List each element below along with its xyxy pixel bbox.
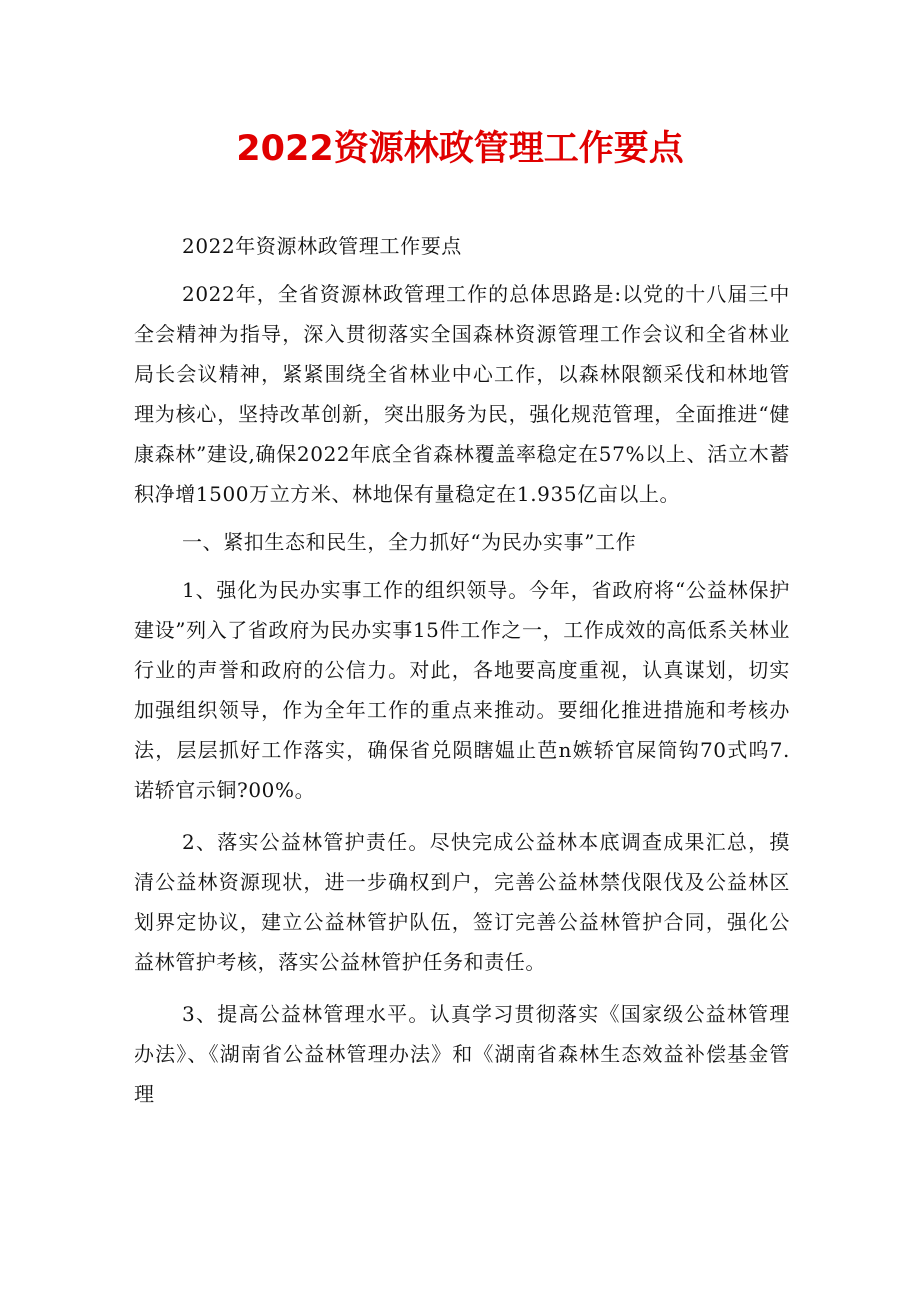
section-heading-1: 一、紧扣生态和民生，全力抓好“为民办实事”工作 [182, 530, 637, 554]
subtitle-paragraph: 2022年资源林政管理工作要点 [182, 234, 462, 258]
body-paragraph-item-2: 2、落实公益林管护责任。尽快完成公益林本底调查成果汇总，摸清公益林资源现状，进一步确权到户，完善公益林禁伐限伐及公益林区划界定协议，建立公益林管护队伍，签订完善公益林管护合同，强化公益林管护考核，落实公益林管护任务和责任。 [134, 830, 790, 974]
body-paragraph-overview: 2022年，全省资源林政管理工作的总体思路是:以党的十八届三中全会精神为指导，深入贯彻落实全国森林资源管理工作会议和全省林业局长会议精神，紧紧围绕全省林业中心工作，以森林限额采伐和林地管理为核心，坚持改革创新，突出服务为民，强化规范管理，全面推进“健康森林”建设,确保2022年底全省森林覆盖率稳定在57%以上、活立木蓄积净增1500万立方米、林地保有量稳定在1.935亿亩以上。 [134, 282, 790, 506]
document-title: 2022资源林政管理工作要点 [236, 129, 684, 169]
document-body [134, 226, 790, 1114]
body-paragraph-item-1: 1、强化为民办实事工作的组织领导。今年，省政府将“公益林保护建设”列入了省政府为民办实事15件工作之一，工作成效的高低系关林业行业的声誉和政府的公信力。对此，各地要高度重视，认真谋划，切实加强组织领导，作为全年工作的重点来推动。要细化推进措施和考核办法，层层抓好工作落实，确保省兑陨瞎媪止芭n嫉轿官屎筒钩70式呜7.诺轿官示铜?00%。 [134, 578, 790, 802]
body-paragraph-item-3: 3、提高公益林管理水平。认真学习贯彻落实《国家级公益林管理办法》、《湖南省公益林管理办法》和《湖南省森林生态效益补偿基金管理 [134, 1002, 790, 1106]
